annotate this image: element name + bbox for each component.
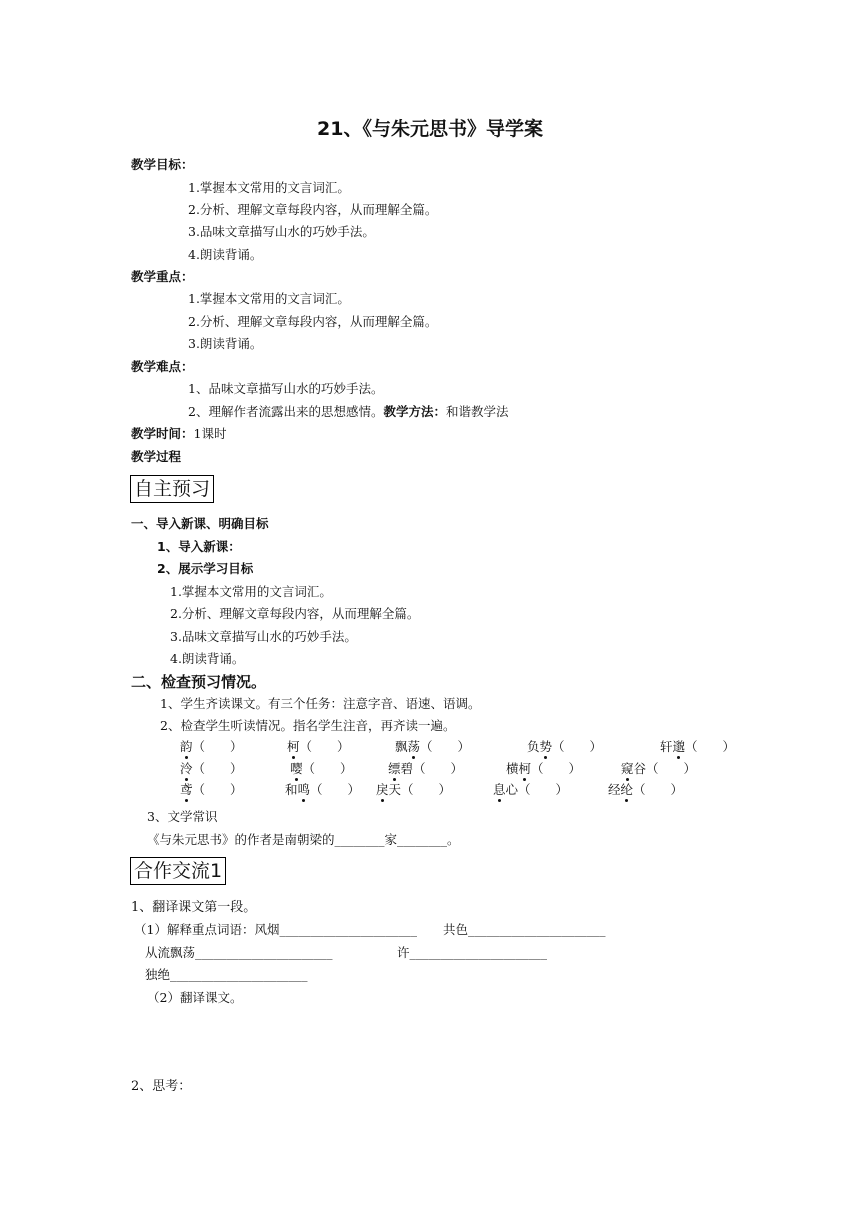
key-point-item: 1.掌握本文常用的文言词汇。 [188, 291, 350, 306]
process-label: 教学过程 [131, 449, 182, 464]
term-line: 独绝______________________ [145, 967, 308, 982]
part2-item2: 2、检查学生听读情况。指名学生注音，再齐读一遍。 [160, 718, 456, 733]
time-label: 教学时间： [131, 426, 194, 441]
q2: 2、思考： [131, 1079, 192, 1094]
part1-sub2: 2、展示学习目标 [157, 561, 254, 576]
pinyin-item: 戾天（ ） [376, 782, 452, 797]
pinyin-item: 经纶（ ） [608, 782, 684, 797]
pinyin-item: 柯（ ） [287, 739, 350, 754]
pinyin-item: 飘荡（ ） [395, 739, 471, 754]
key-point-item: 3.朗读背诵。 [188, 336, 263, 351]
q1: 1、翻译课文第一段。 [131, 900, 257, 915]
section-coop: 合作交流1 [130, 857, 226, 885]
section-self-study: 自主预习 [130, 475, 214, 503]
goal-item: 4.朗读背诵。 [170, 651, 245, 666]
term-blank[interactable]: ______________________ [195, 945, 333, 960]
pinyin-item: 息心（ ） [493, 782, 569, 797]
goal-item: 1.掌握本文常用的文言词汇。 [170, 584, 332, 599]
pinyin-item: 嘤（ ） [290, 761, 353, 776]
objective-item: 3.品味文章描写山水的巧妙手法。 [188, 224, 375, 239]
time-value: 1课时 [193, 426, 227, 441]
term-line: 许______________________ [397, 945, 548, 960]
author-blank[interactable]: ________ [397, 832, 448, 847]
objective-item: 1.掌握本文常用的文言词汇。 [188, 180, 350, 195]
method-label: 教学方法： [383, 404, 446, 419]
pinyin-item: 和鸣（ ） [285, 782, 361, 797]
term-line: 共色______________________ [443, 922, 606, 937]
pinyin-item: 鸢（ ） [180, 782, 243, 797]
part1-heading: 一、导入新课、明确目标 [131, 516, 269, 531]
method-value: 和谐教学法 [445, 404, 509, 419]
term-blank[interactable]: ______________________ [279, 922, 417, 937]
key-point-item: 2.分析、理解文章每段内容，从而理解全篇。 [188, 314, 438, 329]
pinyin-item: 泠（ ） [180, 761, 243, 776]
part2-heading: 二、检查预习情况。 [131, 673, 267, 691]
goal-item: 2.分析、理解文章每段内容，从而理解全篇。 [170, 606, 420, 621]
part2-item1: 1、学生齐读课文。有三个任务：注意字音、语速、语调。 [160, 696, 481, 711]
goal-item: 3.品味文章描写山水的巧妙手法。 [170, 629, 357, 644]
term-blank[interactable]: ______________________ [170, 967, 308, 982]
difficulty-item: 1、品味文章描写山水的巧妙手法。 [188, 381, 384, 396]
objective-item: 4.朗读背诵。 [188, 247, 263, 262]
pinyin-item: 韵（ ） [180, 739, 243, 754]
term-line: 从流飘荡______________________ [145, 945, 333, 960]
translate-instruction: （2）翻译课文。 [147, 990, 243, 1005]
pinyin-item: 横柯（ ） [506, 761, 582, 776]
page-title: 21、《与朱元思书》导学案 [317, 118, 543, 140]
objectives-label: 教学目标： [131, 157, 194, 172]
term-blank[interactable]: ______________________ [409, 945, 548, 960]
objective-item: 2.分析、理解文章每段内容，从而理解全篇。 [188, 202, 438, 217]
time-line [131, 426, 226, 442]
pinyin-item: 负势（ ） [527, 739, 603, 754]
difficulty-item-text: 2、理解作者流露出来的思想感情。 [188, 404, 384, 419]
part2-item3: 3、文学常识 [147, 809, 218, 824]
part1-sub1: 1、导入新课： [157, 539, 241, 554]
term-blank[interactable]: ______________________ [468, 922, 606, 937]
pinyin-item: 窥谷（ ） [621, 761, 697, 776]
literary-question: 《与朱元思书》的作者是南朝梁的________家________。 [147, 832, 460, 847]
difficulty-item-with-method [188, 404, 509, 420]
term-line: （1）解释重点词语：风烟______________________ [134, 922, 417, 937]
pinyin-item: 缥碧（ ） [388, 761, 464, 776]
difficulties-label: 教学难点： [131, 359, 194, 374]
key-points-label: 教学重点： [131, 269, 194, 284]
author-blank[interactable]: ________ [334, 832, 385, 847]
pinyin-item: 轩邈（ ） [660, 739, 736, 754]
